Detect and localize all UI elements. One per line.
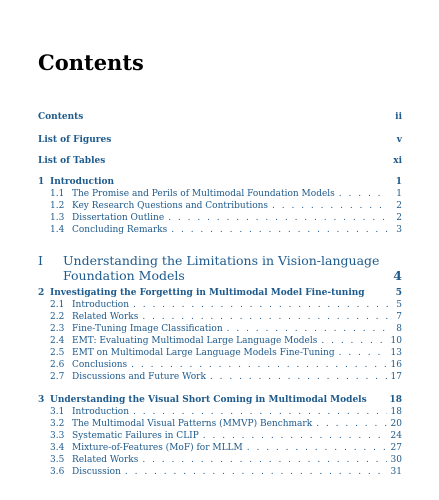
toc-section[interactable]	[38, 370, 402, 384]
leader-dots	[210, 370, 387, 384]
section-title: Dissertation Outline	[72, 213, 165, 223]
leader-dots	[171, 223, 388, 237]
toc-entry-list-of-tables[interactable]	[38, 154, 402, 168]
chapter-page: 18	[389, 395, 402, 405]
toc-section[interactable]	[38, 223, 402, 237]
leader-dots	[125, 465, 387, 479]
chapter-title: Investigating the Forgetting in Multimodal Model Fine-tuning	[50, 288, 365, 298]
chapter-title: Introduction	[50, 177, 115, 187]
section-page: 10	[390, 336, 402, 346]
part-number: I	[38, 253, 43, 268]
section-page: 31	[390, 467, 402, 477]
section-page: 18	[390, 407, 402, 417]
section-title: Conclusions	[72, 360, 128, 370]
section-page: 20	[390, 419, 402, 429]
toc-entry-title: List of Figures	[38, 135, 112, 145]
section-page: 30	[390, 455, 402, 465]
section-number: 2.7	[50, 372, 65, 382]
section-page: 27	[390, 443, 402, 453]
chapter-number: 3	[38, 395, 45, 405]
section-number: 3.1	[50, 407, 65, 417]
section-title: Introduction	[72, 300, 129, 310]
section-number: 1.4	[50, 225, 65, 235]
toc-entry-page: v	[396, 135, 402, 145]
chapter-title: Understanding the Visual Short Coming in Multimodal Models	[50, 395, 367, 405]
section-title: Related Works	[72, 455, 139, 465]
section-page: 3	[396, 225, 402, 235]
section-title: Fine-Tuning Image Classification	[72, 324, 223, 334]
chapter-page: 5	[395, 288, 402, 298]
section-title: Concluding Remarks	[72, 225, 168, 235]
toc-section[interactable]	[38, 465, 402, 479]
section-title: Introduction	[72, 407, 129, 417]
section-page: 16	[390, 360, 402, 370]
section-title: The Promise and Perils of Multimodal Foundation Models	[72, 189, 335, 199]
section-number: 1.1	[50, 189, 65, 199]
toc-entry-title: List of Tables	[38, 156, 106, 166]
chapter-page: 1	[395, 177, 402, 187]
section-number: 2.4	[50, 336, 65, 346]
section-number: 1.3	[50, 213, 65, 223]
section-page: 17	[390, 372, 402, 382]
section-title: Systematic Failures in CLIP	[72, 431, 199, 441]
part-page: 4	[393, 268, 402, 283]
section-number: 2.6	[50, 360, 65, 370]
chapter-number: 1	[38, 177, 45, 187]
part-title: Understanding the Limitations in Vision-language Foundation Models	[63, 253, 380, 283]
chapter-number: 2	[38, 288, 45, 298]
section-page: 24	[390, 431, 402, 441]
section-page: 5	[396, 300, 402, 310]
section-page: 7	[396, 312, 402, 322]
section-page: 2	[396, 201, 402, 211]
section-number: 2.5	[50, 348, 65, 358]
toc-entry-page: ii	[395, 112, 402, 122]
section-number: 3.2	[50, 419, 65, 429]
section-title: EMT: Evaluating Multimodal Large Language Models	[72, 336, 318, 346]
section-number: 2.3	[50, 324, 65, 334]
section-number: 3.3	[50, 431, 65, 441]
section-title: Related Works	[72, 312, 139, 322]
section-number: 2.1	[50, 300, 65, 310]
section-title: Discussions and Future Work	[72, 372, 206, 382]
section-page: 8	[396, 324, 402, 334]
section-title: Mixture-of-Features (MoF) for MLLM	[72, 443, 243, 453]
section-title: Key Research Questions and Contributions	[72, 201, 269, 211]
section-number: 3.5	[50, 455, 65, 465]
section-page: 13	[390, 348, 402, 358]
toc-entry-list-of-figures[interactable]	[38, 133, 402, 147]
section-number: 1.2	[50, 201, 65, 211]
section-number: 2.2	[50, 312, 65, 322]
toc-entry-contents[interactable]	[38, 110, 402, 124]
section-title: EMT on Multimodal Large Language Models Fine-Tuning	[72, 348, 335, 358]
toc-entry-title: Contents	[38, 112, 84, 122]
section-page: 1	[396, 189, 402, 199]
section-title: Discussion	[72, 467, 121, 477]
toc-entry-page: xi	[393, 156, 402, 166]
section-number: 3.4	[50, 443, 65, 453]
page-title: Contents	[38, 50, 144, 75]
section-page: 2	[396, 213, 402, 223]
section-number: 3.6	[50, 467, 65, 477]
section-title: The Multimodal Visual Patterns (MMVP) Benchmark	[72, 419, 313, 429]
toc-part-1[interactable]	[38, 253, 402, 283]
